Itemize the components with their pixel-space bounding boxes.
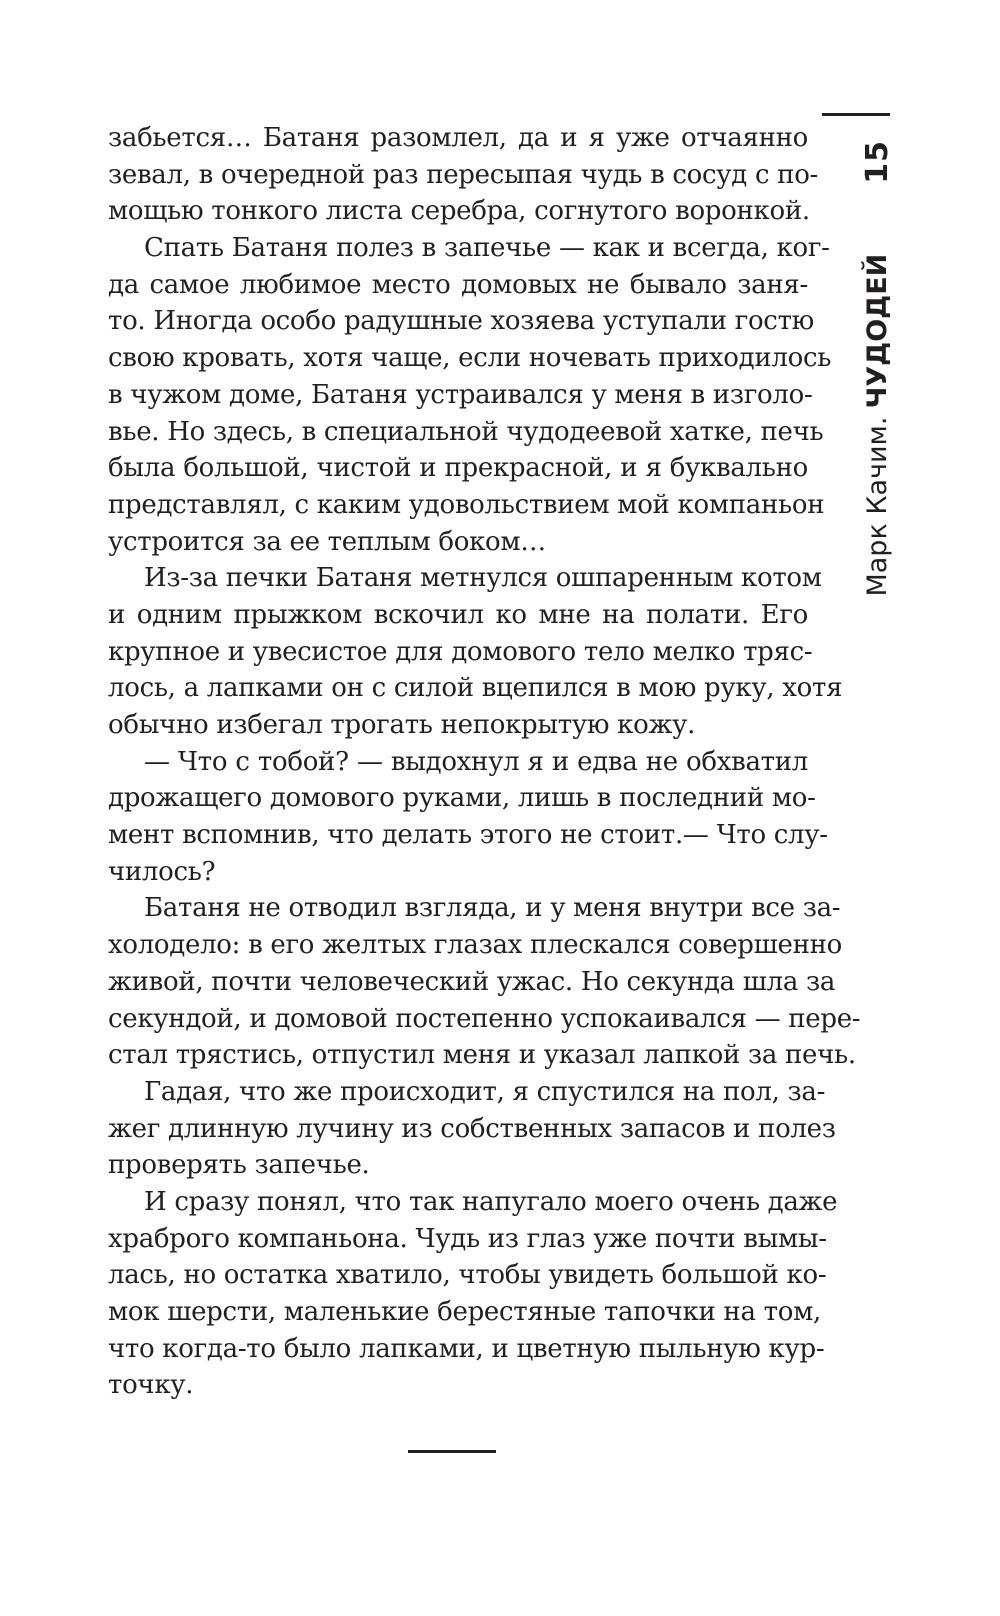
body-text: [108, 120, 861, 1404]
paragraph-first-line: Батаня не отводил взгляда, и у меня внутри все за-: [144, 893, 841, 924]
text-line: мент вспомнив, что делать этого не стоит.— Что слу-: [108, 820, 828, 851]
text-line: секундой, и домовой постепенно успокаивался — пере-: [108, 1003, 861, 1034]
text-line: зевал, в очередной раз пересыпая чудь в сосуд с по-: [108, 159, 819, 190]
text-line: забьется… Батаня разомлел, да и я уже отчаянно: [108, 123, 808, 153]
text-line: что когда-то было лапками, и цветную пыльную кур-: [108, 1333, 825, 1364]
text-line: крупное и увесистое для домового тело мелко тряс-: [108, 636, 813, 667]
text-line: лось, а лапками он с силой вцепился в мою руку, хотя: [108, 673, 843, 704]
text-line: проверять запечье.: [108, 1150, 370, 1181]
text-line: вье. Но здесь, в специальной чудодеевой хатке, печь: [108, 416, 824, 447]
text-line: в чужом доме, Батаня устраивался у меня в изголо-: [108, 379, 813, 410]
text-line: храброго компаньона. Чудь из глаз уже почти вымы-: [108, 1223, 827, 1254]
text-line: лась, но остатка хватило, чтобы увидеть большой ко-: [108, 1260, 827, 1291]
text-line: холодело: в его желтых глазах плескался совершенно: [108, 930, 843, 961]
paragraph-first-line: И сразу понял, что так напугало моего очень даже: [144, 1186, 838, 1217]
running-head-title: ЧУДОДЕЙ: [861, 253, 893, 409]
running-head-rule: [822, 113, 890, 116]
text-line: то. Иногда особо радушные хозяева уступали гостю: [108, 306, 814, 337]
text-line: живой, почти человеческий ужас. Но секунда шла за: [108, 966, 836, 997]
text-line: стал трястись, отпустил меня и указал лапкой за печь.: [108, 1040, 856, 1071]
text-line: свою кровать, хотя чаще, если ночевать приходилось: [108, 343, 832, 374]
page-number: 15: [859, 140, 895, 184]
text-line: и одним прыжком вскочил ко мне на полати. Его: [108, 599, 808, 630]
running-head-author: Марк Качим.: [861, 416, 893, 597]
text-line: устроится за ее теплым боком…: [108, 526, 546, 557]
text-line: дрожащего домового руками, лишь в последний мо-: [108, 783, 816, 814]
text-line: точку.: [108, 1370, 194, 1401]
text-line: обычно избегал трогать непокрытую кожу.: [108, 710, 696, 740]
paragraph-first-line: Гадая, что же происходит, я спустился на пол, за-: [144, 1076, 826, 1107]
text-line: жег длинную лучину из собственных запасов и полез: [108, 1113, 836, 1144]
text-line: мощью тонкого листа серебра, согнутого воронкой.: [108, 196, 810, 227]
text-line: да самое любимое место домовых не бывало заня-: [108, 269, 808, 300]
text-line: представлял, с каким удовольствием мой компаньон: [108, 489, 825, 520]
text-line: мок шерсти, маленькие берестяные тапочки на том,: [108, 1297, 821, 1327]
paragraph-first-line: — Что с тобой? — выдохнул я и едва не обхватил: [144, 746, 808, 777]
text-line: была большой, чистой и прекрасной, и я буквально: [108, 453, 808, 484]
paragraph-first-line: Из-за печки Батаня метнулся ошпаренным котом: [144, 563, 822, 594]
paragraph-first-line: Спать Батаня полез в запечье — как и всегда, ког-: [144, 233, 830, 264]
text-line: чилось?: [108, 856, 216, 887]
chapter-end-rule: [408, 1450, 496, 1453]
